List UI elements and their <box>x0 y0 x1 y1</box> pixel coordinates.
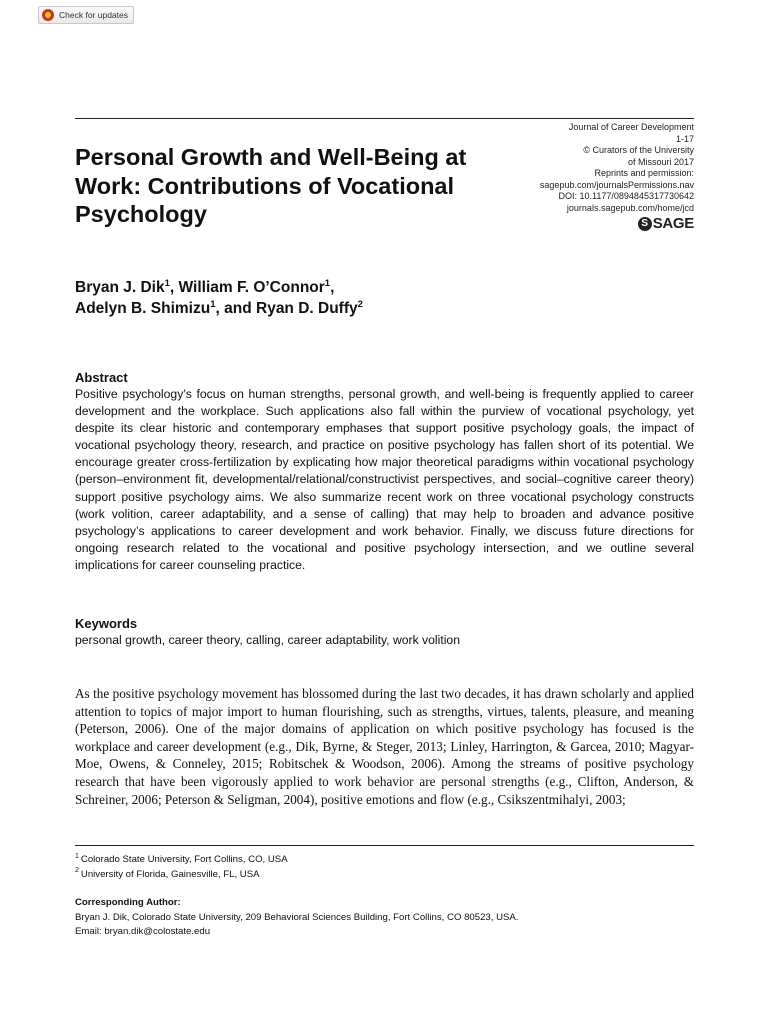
sage-logo-icon: S <box>638 217 652 231</box>
footnote-number: 2 <box>75 867 79 875</box>
journal-info <box>494 122 694 231</box>
keywords-text: personal growth, career theory, calling, career adaptability, work volition <box>75 633 460 647</box>
footnote-rule <box>75 845 694 846</box>
footnote-number: 1 <box>75 852 79 860</box>
author-line-1 <box>75 277 575 298</box>
affiliation-marker: 1 <box>210 298 216 310</box>
check-for-updates-label: Check for updates <box>59 10 128 20</box>
author-separator: , and <box>215 300 256 317</box>
permissions-link[interactable]: sagepub.com/journalsPermissions.nav <box>539 179 694 190</box>
header-rule <box>75 118 694 119</box>
page-range: 1-17 <box>675 133 694 144</box>
affiliation-footnotes <box>75 853 694 882</box>
author-name: Adelyn B. Shimizu <box>75 300 211 317</box>
affiliation-marker: 1 <box>324 277 331 289</box>
author-separator: , <box>330 279 335 296</box>
journal-name: Journal of Career Development <box>568 122 694 132</box>
footnote-text: Colorado State University, Fort Collins, CO, USA <box>80 854 288 865</box>
article-title: Personal Growth and Well-Being at Work: Contributions of Vocational Psychology <box>75 144 467 227</box>
publisher-name: SAGE <box>652 215 694 233</box>
keywords-heading: Keywords <box>75 616 138 631</box>
author-separator: , <box>169 279 179 296</box>
footnote-item <box>75 853 694 868</box>
publisher-logo <box>494 217 694 231</box>
footnote-item <box>75 868 694 883</box>
affiliation-marker: 2 <box>357 298 363 310</box>
crossmark-icon <box>42 9 54 21</box>
affiliation-marker: 1 <box>164 277 170 289</box>
body-paragraph: As the positive psychology movement has blossomed during the last two decades, it has drawn scholarly and applied attention to topics of major import to human flourishing, such as strengths, virtues, talents, pleasure, and meaning (Peterson, 2006). One of the major domains of application on which positive psychology has focused is the workplace and career development (e.g., Dik, Byrne, & Steger, 2013; Linley, Harrington, & Garcea, 2010; Magyar-Moe, Owens, & Conneley, 2015; Robitschek & Woodson, 2006). Among the streams of positive psychology research that have been vigorously applied to work behavior are personal strengths (e.g., Clifton, Anderson, & Schreiner, 2006; Peterson & Seligman, 2004), positive emotions and flow (e.g., Csikszentmihalyi, 2003; <box>75 686 694 807</box>
corresponding-author <box>75 896 694 940</box>
author-line-2 <box>75 298 575 319</box>
corresponding-heading: Corresponding Author: <box>75 897 181 908</box>
author-name: William F. O’Connor <box>178 279 325 296</box>
corresponding-address: Bryan J. Dik, Colorado State University, 209 Behavioral Sciences Building, Fort Collins, CO 80523, USA. <box>75 911 519 923</box>
copyright-line: © Curators of the University <box>583 145 694 155</box>
reprints-label: Reprints and permission: <box>594 168 694 178</box>
corresponding-email[interactable]: Email: bryan.dik@colostate.edu <box>75 926 211 938</box>
author-name: Bryan J. Dik <box>75 279 165 296</box>
author-list <box>75 277 575 319</box>
abstract-heading: Abstract <box>75 370 128 385</box>
abstract-text: Positive psychology’s focus on human strengths, personal growth, and well-being is frequently applied to career development and the workplace. Such applications also fall within the purview of vocational psychology, yet despite its clear historic and contemporary emphases that support positive psychology goals, the impact of vocational psychology theory, research, and practice on positive psychology has fallen short of its potential. We encourage greater cross-fertilization by explicating how major theoretical paradigms within vocational psychology (person–environment fit, developmental/relational/constructivist perspectives, and social–cognitive career theory) support positive psychology aims. We also summarize recent work on three vocational psychology constructs (work volition, career adaptability, and a sense of calling) that may help to broaden and advance positive psychology’s applications to career development and work behavior. Finally, we discuss future directions for ongoing research related to the vocational and positive psychology intersection, and we outline several implications for career counseling practice. <box>75 387 694 572</box>
doi[interactable]: DOI: 10.1177/0894845317730642 <box>558 191 694 201</box>
author-name: Ryan D. Duffy <box>256 300 358 317</box>
journal-homepage-link[interactable]: journals.sagepub.com/home/jcd <box>566 202 694 213</box>
footnote-text: University of Florida, Gainesville, FL, USA <box>80 868 260 880</box>
copyright-year: of Missouri 2017 <box>627 156 694 167</box>
check-for-updates-button[interactable] <box>38 6 134 24</box>
